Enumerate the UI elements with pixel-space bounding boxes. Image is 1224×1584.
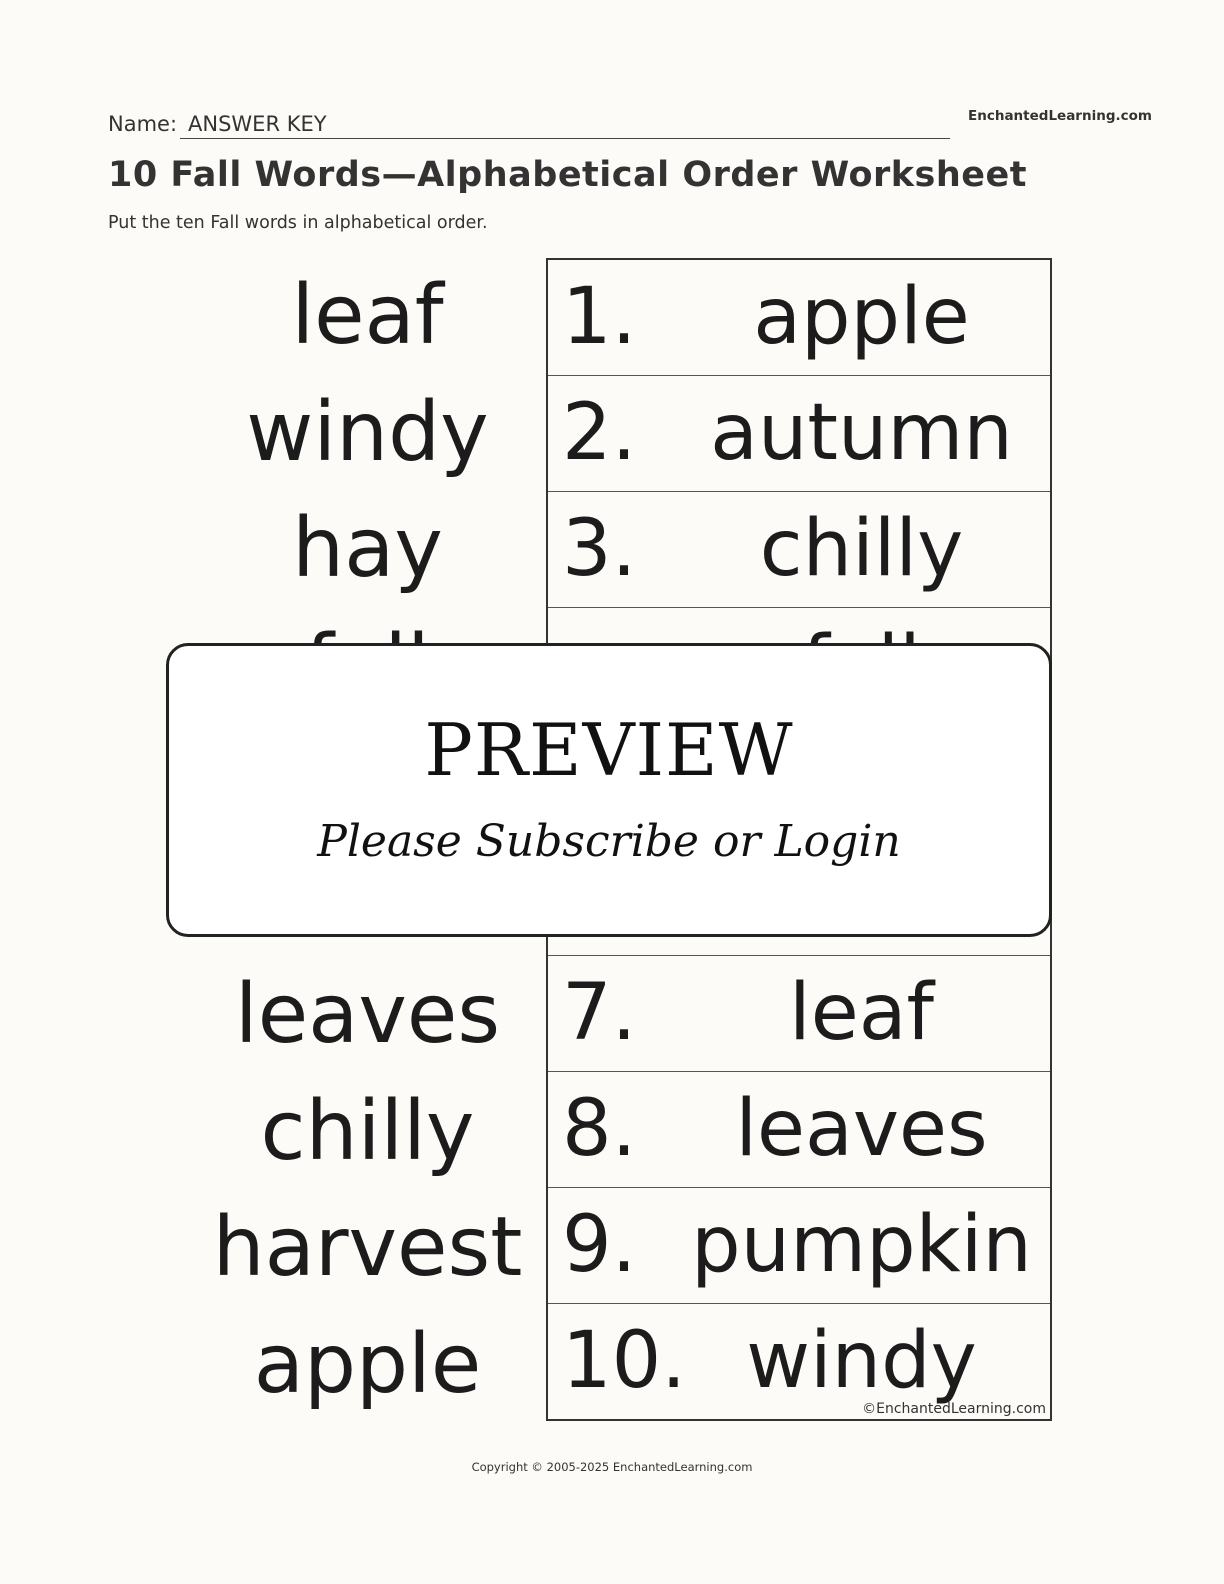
answer-number: 8.	[562, 1084, 637, 1174]
word-list-item: chilly	[260, 1083, 475, 1179]
answer-number: 3.	[562, 504, 637, 594]
answer-row	[548, 1304, 1050, 1419]
answer-number: 2.	[562, 388, 637, 478]
copyright-footer: Copyright © 2005-2025 EnchantedLearning.com	[471, 1460, 753, 1474]
page-title: 10 Fall Words—Alphabetical Order Worksheet	[108, 155, 1027, 195]
word-list-item: harvest	[212, 1200, 523, 1295]
site-logo[interactable]: EnchantedLearning.com	[968, 108, 1152, 124]
answer-word: pumpkin	[691, 1200, 1032, 1290]
answer-word: chilly	[759, 504, 964, 594]
instructions: Put the ten Fall words in alphabetical order.	[108, 213, 488, 233]
answer-row	[548, 956, 1050, 1072]
answer-word: leaf	[789, 968, 934, 1058]
answer-word: autumn	[710, 388, 1013, 478]
word-list-item: hay	[292, 501, 443, 596]
name-value: ANSWER KEY	[188, 112, 327, 136]
answer-number: 10.	[562, 1316, 687, 1406]
answer-row	[548, 492, 1050, 608]
word-list-item: leaves	[234, 967, 501, 1062]
answer-row	[548, 376, 1050, 492]
answer-word: windy	[746, 1316, 977, 1406]
preview-overlay[interactable]	[166, 643, 1052, 937]
name-field	[180, 108, 950, 139]
image-credit: ©EnchantedLearning.com	[862, 1401, 1046, 1417]
name-row	[108, 108, 948, 140]
word-list-item: leaf	[291, 268, 444, 363]
word-list-item: apple	[253, 1316, 482, 1412]
subscribe-login-prompt[interactable]: Please Subscribe or Login	[317, 816, 901, 867]
answer-word: leaves	[735, 1084, 988, 1174]
answer-word: apple	[753, 272, 970, 362]
answer-number: 1.	[562, 272, 637, 362]
answer-row	[548, 1072, 1050, 1188]
answer-number: 7.	[562, 968, 637, 1058]
preview-title: PREVIEW	[424, 708, 794, 792]
answer-row	[548, 1188, 1050, 1304]
name-label: Name:	[108, 112, 178, 136]
word-list-item: windy	[246, 384, 489, 480]
answer-row	[548, 260, 1050, 376]
answer-number: 9.	[562, 1200, 637, 1290]
